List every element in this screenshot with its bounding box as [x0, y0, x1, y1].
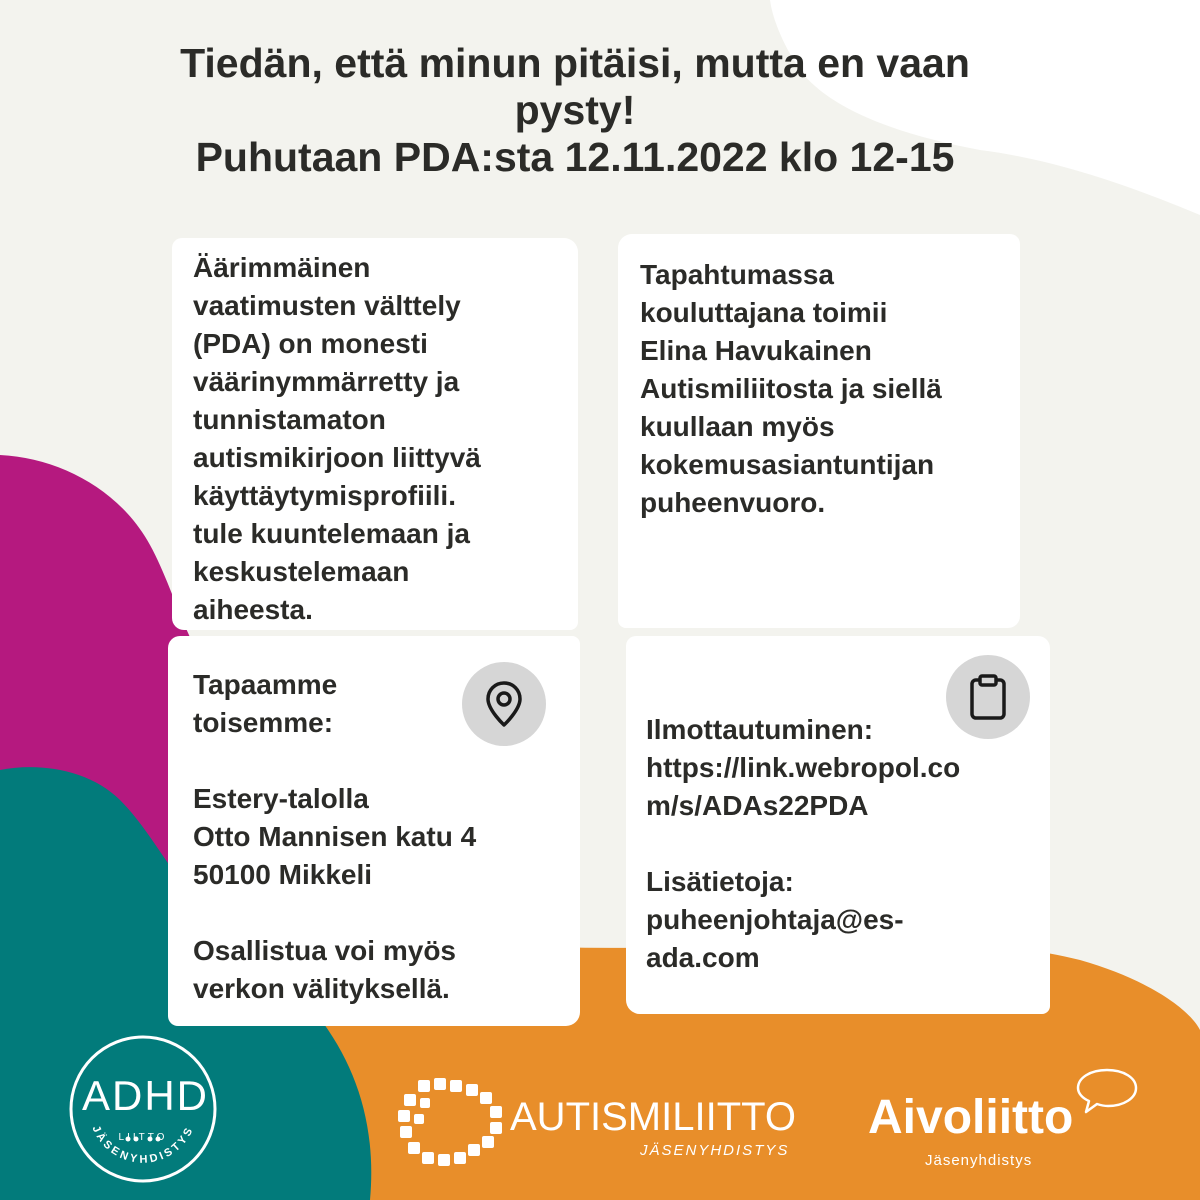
location-badge: [462, 662, 546, 746]
adhd-logo-liitto: LIITTO: [118, 1132, 168, 1143]
autismiliitto-mosaic-icon: [398, 1078, 508, 1168]
map-pin-icon: [482, 679, 526, 729]
location-text: Tapaamme toisemme: Estery-talolla Otto Mannisen katu 4 50100 Mikkeli Osallistua voi myös verkon välityksellä.: [193, 669, 477, 1004]
description-text: Äärimmäinen vaatimusten välttely (PDA) on monesti väärinymmärretty ja tunnistamaton autismikirjoon liittyvä käyttäytymisprofiili. tule kuuntelemaan ja keskustelemaan aiheesta.: [193, 252, 481, 625]
adhd-ring-text: JÄSENYHDISTYS: [89, 1123, 197, 1166]
registration-text: Ilmottautuminen: https://link.webropol.co m/s/ADAs22PDA Lisätietoja: puheenjohtaja@es- ada.com: [646, 714, 961, 973]
page-title: [100, 40, 1050, 181]
aivoliitto-logo-sub: Jäsenyhdistys: [925, 1152, 1033, 1169]
aivoliitto-logo-word: Aivoliitto: [868, 1091, 1074, 1144]
title-line-2: pysty!: [514, 87, 636, 133]
autismiliitto-logo-word: AUTISMILIITTO: [510, 1095, 796, 1139]
clipboard-icon: [968, 673, 1008, 721]
svg-text:JÄSENYHDISTYS: [90, 1124, 197, 1166]
adhd-logo-word: ADHD: [82, 1072, 210, 1119]
aivoliitto-speech-bubble-icon: [1072, 1066, 1142, 1118]
registration-badge: [946, 655, 1030, 739]
title-line-3: Puhutaan PDA:sta 12.11.2022 klo 12-15: [195, 134, 955, 180]
trainer-text: Tapahtumassa kouluttajana toimii Elina Havukainen Autismiliitosta ja siellä kuullaan myös kokemusasiantuntijan puheenvuoro.: [640, 259, 942, 518]
autismiliitto-logo-sub: JÄSENYHDISTYS: [640, 1142, 790, 1159]
title-line-1: Tiedän, että minun pitäisi, mutta en vaan: [180, 40, 970, 86]
